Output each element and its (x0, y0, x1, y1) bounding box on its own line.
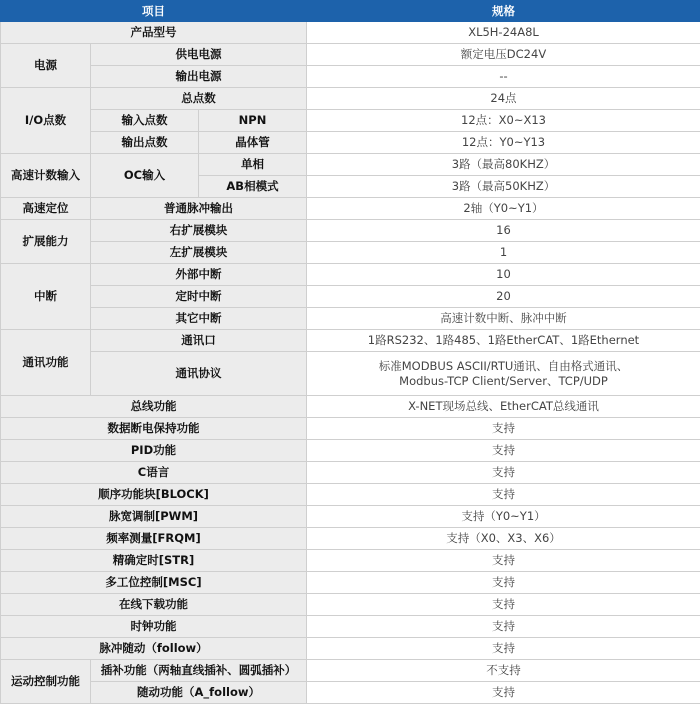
table-row (1, 506, 700, 528)
power-label: 电源 (1, 44, 91, 88)
pid-value: 支持 (307, 440, 700, 462)
table-row (1, 550, 700, 572)
pwm-value: 支持（Y0~Y1） (307, 506, 700, 528)
table-row (1, 44, 700, 66)
comm-protocol-line2: Modbus-TCP Client/Server、TCP/UDP (307, 374, 700, 389)
header-spec: 规格 (307, 1, 700, 22)
hsc-single-label: 单相 (199, 154, 307, 176)
motion-interp-label: 插补功能（两轴直线插补、圆弧插补） (91, 660, 307, 682)
io-label: I/O点数 (1, 88, 91, 154)
io-total-label: 总点数 (91, 88, 307, 110)
table-row (1, 220, 700, 242)
table-row (1, 396, 700, 418)
clang-value: 支持 (307, 462, 700, 484)
io-output-label: 输出点数 (91, 132, 199, 154)
table-row (1, 154, 700, 176)
comm-protocol-label: 通讯协议 (91, 352, 307, 396)
retain-label: 数据断电保持功能 (1, 418, 307, 440)
clock-value: 支持 (307, 616, 700, 638)
hspos-sub-label: 普通脉冲输出 (91, 198, 307, 220)
table-row (1, 308, 700, 330)
expand-right-label: 右扩展模块 (91, 220, 307, 242)
interrupt-label: 中断 (1, 264, 91, 330)
table-row (1, 242, 700, 264)
interrupt-other-label: 其它中断 (91, 308, 307, 330)
retain-value: 支持 (307, 418, 700, 440)
table-row (1, 682, 700, 704)
io-input-type: NPN (199, 110, 307, 132)
table-row (1, 330, 700, 352)
table-row (1, 462, 700, 484)
msc-label: 多工位控制[MSC] (1, 572, 307, 594)
clock-label: 时钟功能 (1, 616, 307, 638)
interrupt-external-label: 外部中断 (91, 264, 307, 286)
io-total-value: 24点 (307, 88, 700, 110)
clang-label: C语言 (1, 462, 307, 484)
io-input-label: 输入点数 (91, 110, 199, 132)
comm-port-value: 1路RS232、1路485、1路EtherCAT、1路Ethernet (307, 330, 700, 352)
str-label: 精确定时[STR] (1, 550, 307, 572)
hsc-ab-value: 3路（最高50KHZ） (307, 176, 700, 198)
hsc-label: 高速计数输入 (1, 154, 91, 198)
frqm-label: 频率测量[FRQM] (1, 528, 307, 550)
download-label: 在线下载功能 (1, 594, 307, 616)
expand-right-value: 16 (307, 220, 700, 242)
io-output-value: 12点：Y0~Y13 (307, 132, 700, 154)
io-output-type: 晶体管 (199, 132, 307, 154)
bus-value: X-NET现场总线、EtherCAT总线通讯 (307, 396, 700, 418)
motion-afollow-label: 随动功能（A_follow） (91, 682, 307, 704)
expand-label: 扩展能力 (1, 220, 91, 264)
model-label: 产品型号 (1, 22, 307, 44)
table-row (1, 418, 700, 440)
header-item: 项目 (1, 1, 307, 22)
expand-left-label: 左扩展模块 (91, 242, 307, 264)
io-input-value: 12点：X0~X13 (307, 110, 700, 132)
download-value: 支持 (307, 594, 700, 616)
pwm-label: 脉宽调制[PWM] (1, 506, 307, 528)
table-row (1, 264, 700, 286)
interrupt-timer-label: 定时中断 (91, 286, 307, 308)
table-row (1, 132, 700, 154)
table-row (1, 484, 700, 506)
interrupt-external-value: 10 (307, 264, 700, 286)
table-row (1, 352, 700, 396)
table-row (1, 594, 700, 616)
block-label: 顺序功能块[BLOCK] (1, 484, 307, 506)
motion-label: 运动控制功能 (1, 660, 91, 704)
table-header-row (1, 1, 700, 22)
follow-label: 脉冲随动（follow） (1, 638, 307, 660)
comm-port-label: 通讯口 (91, 330, 307, 352)
hsc-single-value: 3路（最高80KHZ） (307, 154, 700, 176)
bus-label: 总线功能 (1, 396, 307, 418)
power-supply-label: 供电电源 (91, 44, 307, 66)
motion-interp-value: 不支持 (307, 660, 700, 682)
hsc-oc-label: OC输入 (91, 154, 199, 198)
table-row (1, 110, 700, 132)
interrupt-other-value: 高速计数中断、脉冲中断 (307, 308, 700, 330)
power-supply-value: 额定电压DC24V (307, 44, 700, 66)
comm-label: 通讯功能 (1, 330, 91, 396)
block-value: 支持 (307, 484, 700, 506)
model-value: XL5H-24A8L (307, 22, 700, 44)
power-output-label: 输出电源 (91, 66, 307, 88)
hspos-label: 高速定位 (1, 198, 91, 220)
str-value: 支持 (307, 550, 700, 572)
table-row (1, 616, 700, 638)
table-row (1, 66, 700, 88)
table-row (1, 286, 700, 308)
frqm-value: 支持（X0、X3、X6） (307, 528, 700, 550)
table-row (1, 660, 700, 682)
table-row (1, 440, 700, 462)
hsc-ab-label: AB相模式 (199, 176, 307, 198)
follow-value: 支持 (307, 638, 700, 660)
comm-protocol-line1: 标准MODBUS ASCII/RTU通讯、自由格式通讯、 (307, 359, 700, 374)
power-output-value: -- (307, 66, 700, 88)
hspos-value: 2轴（Y0~Y1） (307, 198, 700, 220)
table-row (1, 572, 700, 594)
interrupt-timer-value: 20 (307, 286, 700, 308)
pid-label: PID功能 (1, 440, 307, 462)
motion-afollow-value: 支持 (307, 682, 700, 704)
table-row (1, 88, 700, 110)
comm-protocol-value (307, 352, 700, 396)
table-row (1, 198, 700, 220)
msc-value: 支持 (307, 572, 700, 594)
table-row (1, 528, 700, 550)
table-row (1, 22, 700, 44)
expand-left-value: 1 (307, 242, 700, 264)
table-row (1, 638, 700, 660)
